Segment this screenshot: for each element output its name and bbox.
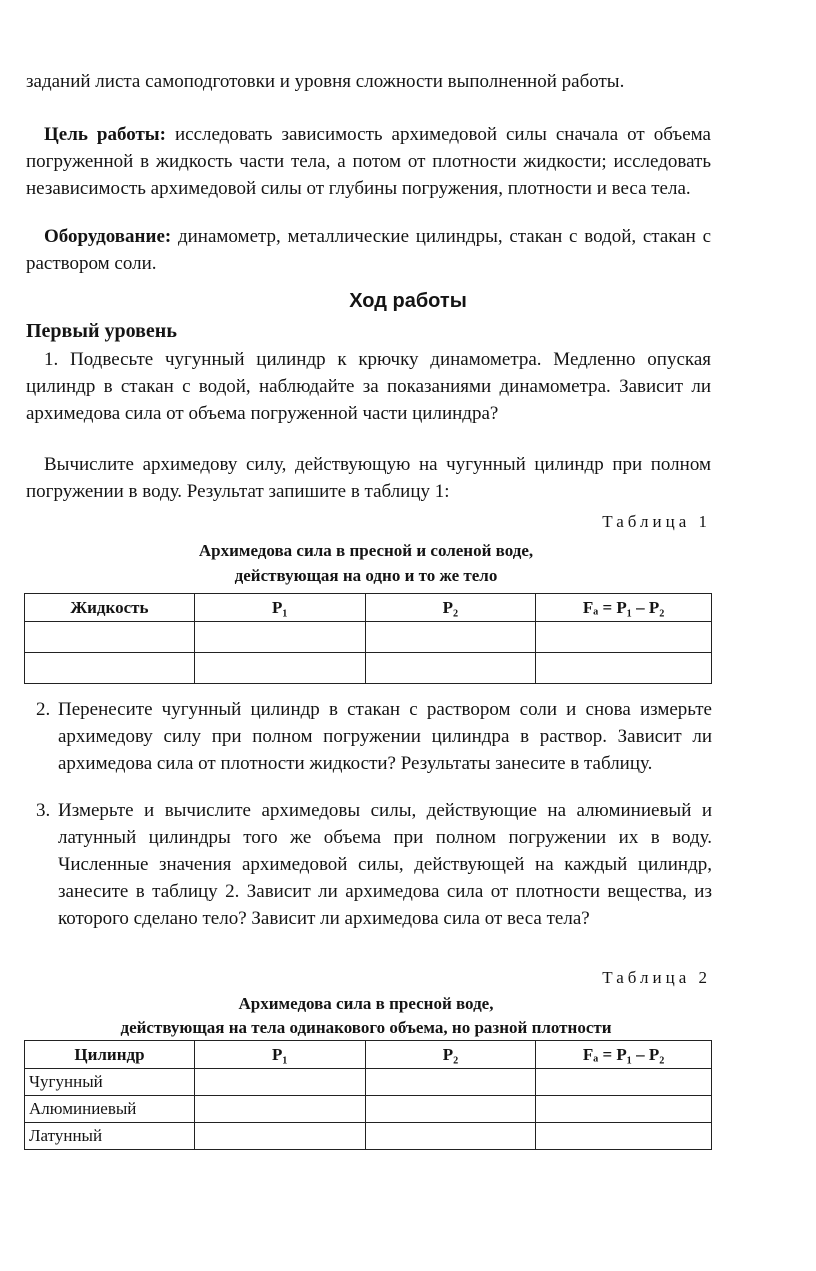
table-cell <box>365 1069 536 1096</box>
table-cell <box>536 1123 712 1150</box>
table-row <box>25 653 712 684</box>
goal-text: исследовать зависимость архимедовой силы сначала от объема погруженной в жидкость части тела, а потом от плотности жидкости; исследовать независимость архимедовой силы от глубины погружения, плотности и веса тела. <box>26 124 711 199</box>
table-cell <box>536 1096 712 1123</box>
table-cell: Алюминиевый <box>25 1096 195 1123</box>
step2-number: 2. <box>36 699 51 720</box>
step2-paragraph <box>36 696 712 777</box>
table2-header-row <box>25 1041 712 1069</box>
step3-text: Измерьте и вычислите архимедовы силы, действующие на алюминиевый и латунный цилиндры того же объема при полном погружении их в воду. Численные значения архимедовой силы, действующей на каждый цилиндр, занесите в таблицу 2. Зависит ли архимедова сила от плотности вещества, из которого сделано тело? Зависит ли архимедова сила от веса тела? <box>58 800 712 929</box>
table1 <box>24 593 712 684</box>
table-cell <box>194 1069 365 1096</box>
equipment-text: динамометр, металлические цилиндры, стакан с водой, стакан с раствором соли. <box>26 226 711 274</box>
table-cell <box>25 653 195 684</box>
equipment-label: Оборудование: <box>44 226 172 247</box>
table-cell <box>194 1096 365 1123</box>
table1-header-cell: Жидкость <box>25 594 195 622</box>
table2-header-cell: P₁ <box>194 1041 365 1069</box>
table1-header-cell: Fₐ = P₁ – P₂ <box>536 594 712 622</box>
step3-number: 3. <box>36 800 51 821</box>
table-cell <box>25 622 195 653</box>
table-row <box>25 1123 712 1150</box>
table2-caption-line2: действующая на тела одинакового объема, но разной плотности <box>120 1018 612 1037</box>
step2-text: Перенесите чугунный цилиндр в стакан с раствором соли и снова измерьте архимедову силу при полном погружении цилиндра в раствор. Зависит ли архимедова сила от плотности жидкости? Результаты занесите в таблицу. <box>58 699 712 774</box>
section-title: Ход работы <box>349 290 467 312</box>
step1-result-paragraph: Вычислите архимедову силу, действующую на чугунный цилиндр при полном погружении в воду. Результат запишите в таблицу 1: <box>26 454 711 502</box>
table-cell <box>194 622 365 653</box>
table-cell <box>365 1123 536 1150</box>
table2 <box>24 1040 712 1150</box>
table1-label: Таблица 1 <box>602 512 711 531</box>
table2-header-cell: Цилиндр <box>25 1041 195 1069</box>
equipment-paragraph <box>26 223 711 277</box>
table-row <box>25 1069 712 1096</box>
table1-caption-line1: Архимедова сила в пресной и соленой воде, <box>198 541 534 560</box>
table-cell <box>536 1069 712 1096</box>
table-cell <box>194 1123 365 1150</box>
table-cell <box>536 653 712 684</box>
table-cell <box>194 653 365 684</box>
step3-paragraph <box>36 797 712 932</box>
table-cell <box>536 622 712 653</box>
table-cell <box>365 1096 536 1123</box>
table2-label: Таблица 2 <box>602 968 711 987</box>
table-row <box>25 1096 712 1123</box>
table-row <box>25 622 712 653</box>
table1-header-row <box>25 594 712 622</box>
table1-header-cell: P₂ <box>365 594 536 622</box>
table2-header-cell: P₂ <box>365 1041 536 1069</box>
intro-continuation: заданий листа самоподготовки и уровня сложности выполненной работы. <box>26 71 625 92</box>
table-cell <box>365 653 536 684</box>
table1-caption-line2: действующая на одно и то же тело <box>234 566 498 585</box>
goal-label: Цель работы: <box>44 124 166 145</box>
table-cell: Латунный <box>25 1123 195 1150</box>
table2-header-cell: Fₐ = P₁ – P₂ <box>536 1041 712 1069</box>
table1-header-cell: P₁ <box>194 594 365 622</box>
level-title: Первый уровень <box>26 320 177 342</box>
step1-paragraph: 1. Подвесьте чугунный цилиндр к крючку динамометра. Медленно опуская цилиндр в стакан с водой, наблюдайте за показаниями динамометра. Зависит ли архимедова сила от объема погруженной части цилиндра? <box>26 349 711 424</box>
goal-paragraph <box>26 121 711 202</box>
table2-caption-line1: Архимедова сила в пресной воде, <box>238 994 494 1013</box>
table-cell: Чугунный <box>25 1069 195 1096</box>
table-cell <box>365 622 536 653</box>
